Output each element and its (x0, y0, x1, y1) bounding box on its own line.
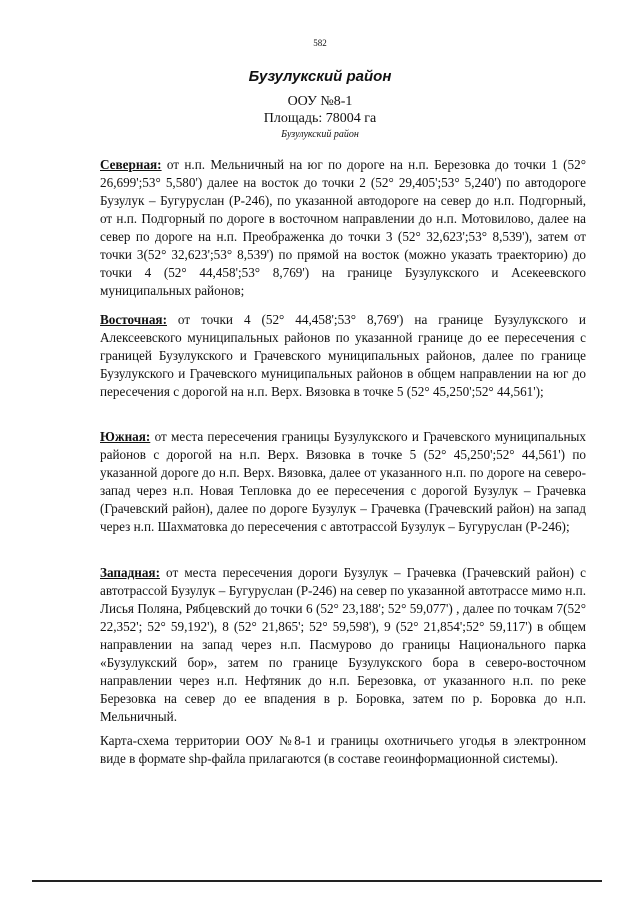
west-boundary-text: от места пересечения дороги Бузулук – Грачевка (Грачевский район) с автотрассой Бузулук – Бугуруслан (Р-246) на север по указанной автотрассе мимо н.п. Лисья Поляна, Рябцевский до точки 6 (52° 23,188'; 52° 59,077') , далее по точкам 7(52° 22,352'; 52° 59,192'), 8 (52° 21,865'; 52° 59,598'), 9 (52° 21,854';52° 59,117') в общем направлении на запад через н.п. Пасмурово до границы Национального парка «Бузулукский бор», затем по границе Бузулукского бора в северо-восточном направлении через н.п. Нефтяник до н.п. Березовка, от указанного н.п. по реке Березовка на север до ее впадения в р. Боровка, затем по р. Боровка до н.п. Мельничный. (100, 565, 586, 724)
north-boundary-text: от н.п. Мельничный на юг по дороге на н.п. Березовка до точки 1 (52° 26,699';53° 5,580') далее на восток до точки 2 (52° 29,405';53° 5,240') по автодороге Бузулук – Бугуруслан (Р-246), по указанной автодороге на север до н.п. Подгорный, от н.п. Подгорный по дороге в восточном направлении до н.п. Мотовилово, далее на север по дороге на н.п. Преображенка до точки 3 (52° 32,623';53° 8,539'), затем от точки 3(52° 32,623';53° 8,539') по прямой на восток (можно указать траекторию) до точки 4 (52° 44,458';53° 8,769') на границе Бузулукского и Асекеевского муниципальных районов; (100, 157, 586, 298)
area-line: Площадь: 78004 га (263, 111, 377, 126)
page-number: 582 (313, 38, 327, 48)
district-title: Бузулукский район (248, 68, 392, 85)
west-boundary-label: Западная: (100, 565, 160, 580)
district-caption: Бузулукский район (281, 129, 359, 140)
bottom-rule (32, 880, 602, 882)
east-boundary-label: Восточная: (100, 312, 167, 327)
east-boundary-paragraph (100, 311, 586, 401)
west-boundary-paragraph (100, 564, 586, 726)
map-attachment-note: Карта-схема территории ООУ №8-1 и границы охотничьего угодья в электронном виде в формате shp-файла прилагаются (в составе геоинформационной системы). (100, 733, 586, 766)
hunting-ground-code: ООУ №8-1 (287, 94, 353, 109)
north-boundary-label: Северная: (100, 157, 162, 172)
south-boundary-text: от места пересечения границы Бузулукского и Грачевского муниципальных районов с дорогой на н.п. Верх. Вязовка в точке 5 (52° 45,250';52° 44,561') по указанной дороге до н.п. Верх. Вязовка, далее от указанного н.п. по дороге на северо-запад через н.п. Новая Тепловка до ее пересечения с дорогой Бузулук – Грачевка (Грачевский район), далее по дороге Бузулук – Грачевка (Грачевский район) на запад через н.п. Шахматовка до пересечения с автотрассой Бузулук – Бугуруслан (Р-246); (100, 429, 586, 534)
north-boundary-paragraph (100, 156, 586, 300)
east-boundary-text: от точки 4 (52° 44,458';53° 8,769') на границе Бузулукского и Алексеевского муниципальных районов по указанной границе до ее пересечения с границей Бузулукского и Грачевского муниципальных районов, далее по границе Бузулукского и Грачевского муниципальных районов в общем направлении на юг до пересечения с дорогой на н.п. Верх. Вязовка в точке 5 (52° 45,250';52° 44,561'); (100, 312, 586, 399)
south-boundary-label: Южная: (100, 429, 151, 444)
south-boundary-paragraph (100, 428, 586, 536)
